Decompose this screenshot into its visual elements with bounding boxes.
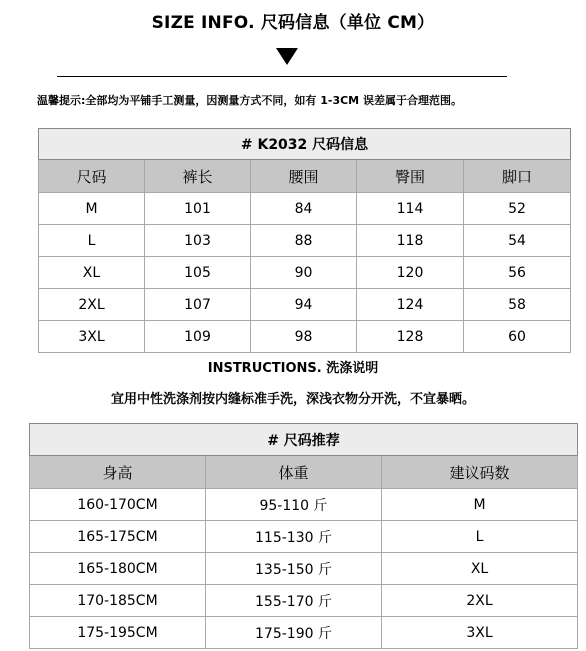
table-cell: 160-170CM (30, 489, 206, 521)
table-row (30, 489, 578, 521)
column-header: 尺码 (39, 160, 145, 193)
table-cell: XL (39, 257, 145, 289)
table-cell: 60 (464, 321, 571, 353)
table-cell: 175-190 斤 (206, 617, 382, 649)
table-cell: 120 (357, 257, 464, 289)
table-cell: 128 (357, 321, 464, 353)
table-cell: 118 (357, 225, 464, 257)
table-cell: 165-175CM (30, 521, 206, 553)
table-cell: 165-180CM (30, 553, 206, 585)
table-row (39, 321, 571, 353)
table-cell: 95-110 斤 (206, 489, 382, 521)
table-cell: 3XL (39, 321, 145, 353)
table-cell: 175-195CM (30, 617, 206, 649)
column-header: 腰围 (251, 160, 357, 193)
table-cell: 101 (145, 193, 251, 225)
down-arrow-icon (276, 48, 298, 65)
table-cell: 58 (464, 289, 571, 321)
table-cell: 88 (251, 225, 357, 257)
table-cell: 170-185CM (30, 585, 206, 617)
table-cell: 56 (464, 257, 571, 289)
table-cell: XL (382, 553, 578, 585)
table-cell: 3XL (382, 617, 578, 649)
column-header: 建议码数 (382, 456, 578, 489)
table-cell: M (382, 489, 578, 521)
column-header: 臀围 (357, 160, 464, 193)
table-cell: 115-130 斤 (206, 521, 382, 553)
table-row (30, 585, 578, 617)
column-header: 脚口 (464, 160, 571, 193)
measurement-note: 温馨提示:全部均为平铺手工测量，因测量方式不同，如有 1-3CM 误差属于合理范围。 (37, 94, 462, 107)
size-table (38, 128, 571, 353)
table-cell: 109 (145, 321, 251, 353)
table-cell: L (39, 225, 145, 257)
table-cell: 2XL (39, 289, 145, 321)
table-row (30, 617, 578, 649)
table-cell: 107 (145, 289, 251, 321)
table-cell: 114 (357, 193, 464, 225)
table-cell: 90 (251, 257, 357, 289)
table-row (39, 193, 571, 225)
table-row (30, 553, 578, 585)
column-header: 体重 (206, 456, 382, 489)
size-recommend-table (29, 423, 578, 649)
table-cell: 94 (251, 289, 357, 321)
table-cell: 135-150 斤 (206, 553, 382, 585)
instructions-text: 宜用中性洗涤剂按内缝标准手洗，深浅衣物分开洗，不宜暴晒。 (110, 392, 475, 407)
table-cell: 54 (464, 225, 571, 257)
table-row (30, 521, 578, 553)
table-cell: 124 (357, 289, 464, 321)
page-title: SIZE INFO. 尺码信息（单位 CM） (151, 13, 435, 33)
table-cell: 105 (145, 257, 251, 289)
recommend-table-caption-row (30, 424, 578, 456)
table-row (39, 289, 571, 321)
table-cell: 84 (251, 193, 357, 225)
column-header: 裤长 (145, 160, 251, 193)
table-row (39, 225, 571, 257)
size-table-header-row (39, 160, 571, 193)
table-cell: M (39, 193, 145, 225)
recommend-table-header-row (30, 456, 578, 489)
table-row (39, 257, 571, 289)
table-cell: 155-170 斤 (206, 585, 382, 617)
divider (57, 76, 507, 77)
table-cell: 98 (251, 321, 357, 353)
table-cell: 2XL (382, 585, 578, 617)
table-cell: 103 (145, 225, 251, 257)
size-table-caption: # K2032 尺码信息 (39, 129, 571, 160)
recommend-table-caption: # 尺码推荐 (30, 424, 578, 456)
size-table-caption-row (39, 129, 571, 160)
table-cell: 52 (464, 193, 571, 225)
instructions-title: INSTRUCTIONS. 洗涤说明 (207, 361, 379, 376)
table-cell: L (382, 521, 578, 553)
column-header: 身高 (30, 456, 206, 489)
